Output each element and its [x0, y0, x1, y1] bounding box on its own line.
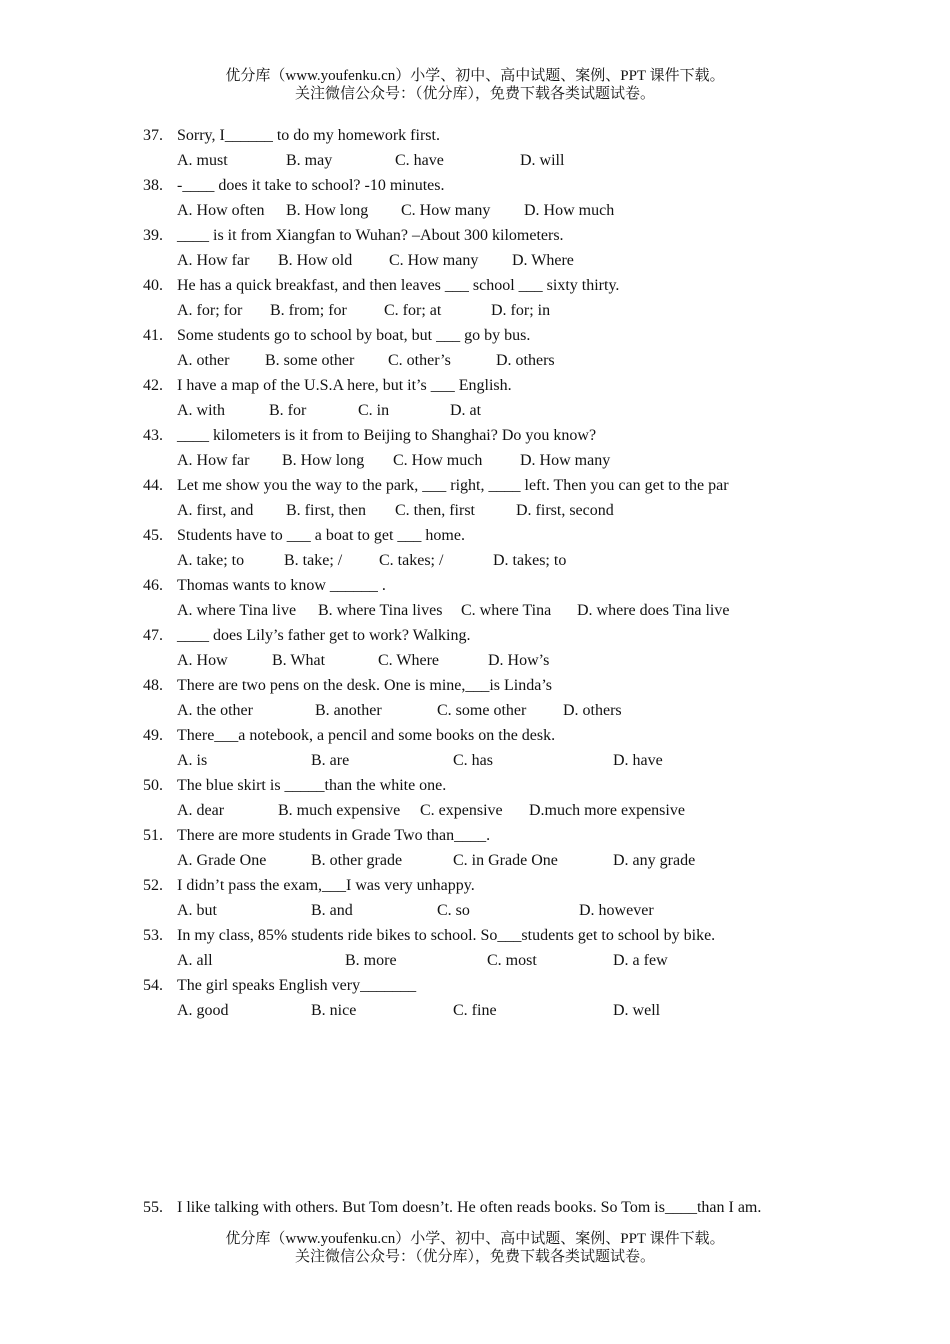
question-number: 52.	[143, 877, 163, 894]
option-c: C. expensive	[420, 802, 503, 819]
option-a: A. must	[177, 152, 228, 169]
option-a: A. other	[177, 352, 230, 369]
option-b: B. from; for	[270, 302, 347, 319]
question-number: 37.	[143, 127, 163, 144]
question-text: There are two pens on the desk. One is mine,___is Linda’s	[177, 677, 553, 694]
option-c: C. so	[437, 902, 470, 919]
question-text: The blue skirt is _____than the white one.	[177, 777, 447, 794]
header-line-1: 优分库（www.youfenku.cn）小学、初中、高中试题、案例、PPT 课件下载。	[225, 68, 725, 84]
footer-line-2: 关注微信公众号：（优分库），免费下载各类试题试卷。	[294, 1249, 655, 1265]
option-c: C. How many	[401, 202, 491, 219]
option-d: D. How’s	[488, 652, 550, 669]
option-c: C. other’s	[388, 352, 451, 369]
option-b: B. take; /	[284, 552, 343, 569]
option-c: C. has	[453, 752, 493, 769]
option-d: D. will	[520, 152, 565, 169]
option-b: B. more	[345, 952, 397, 969]
option-c: C. fine	[453, 1002, 497, 1019]
question-text: Sorry, I______ to do my homework first.	[177, 127, 440, 144]
option-b: B. another	[315, 702, 382, 719]
question-number: 42.	[143, 377, 163, 394]
option-c: C. in Grade One	[453, 852, 558, 869]
question-text: I like talking with others. But Tom doesn’t. He often reads books. So Tom is____than I am.	[177, 1199, 762, 1216]
option-d: D. takes; to	[493, 552, 567, 569]
question-text: The girl speaks English very_______	[177, 977, 417, 994]
question-text: There are more students in Grade Two than____.	[177, 827, 491, 844]
page-footer	[0, 1230, 950, 1266]
option-a: A. How far	[177, 252, 250, 269]
question-text: ____ does Lily’s father get to work? Walking.	[177, 627, 471, 644]
option-d: D. well	[613, 1002, 661, 1019]
option-b: B. where Tina lives	[318, 602, 443, 619]
option-b: B. How long	[286, 202, 369, 219]
option-a: A. where Tina live	[177, 602, 297, 619]
option-d: D.much more expensive	[529, 802, 685, 819]
option-c: C. in	[358, 402, 390, 419]
option-d: D. have	[613, 752, 663, 769]
question-number: 44.	[143, 477, 163, 494]
question-text: There___a notebook, a pencil and some books on the desk.	[177, 727, 556, 744]
question-text: ____ is it from Xiangfan to Wuhan? –About 300 kilometers.	[177, 227, 564, 244]
option-c: C. How many	[389, 252, 479, 269]
option-b: B. some other	[265, 352, 355, 369]
question-text: Thomas wants to know ______ .	[177, 577, 386, 594]
question-text: In my class, 85% students ride bikes to school. So___students get to school by bike.	[177, 927, 716, 944]
question-text: Students have to ___ a boat to get ___ home.	[177, 527, 465, 544]
option-d: D. first, second	[516, 502, 614, 519]
option-d: D. How many	[520, 452, 611, 469]
option-d: D. others	[563, 702, 622, 719]
question-number: 48.	[143, 677, 163, 694]
option-b: B. nice	[311, 1002, 357, 1019]
question-number: 41.	[143, 327, 163, 344]
question-number: 51.	[143, 827, 163, 844]
page-header	[0, 67, 950, 103]
question-text: Let me show you the way to the park, ___ right, ____ left. Then you can get to the par	[177, 477, 729, 494]
option-d: D. a few	[613, 952, 668, 969]
option-b: B. much expensive	[278, 802, 401, 819]
option-a: A. How often	[177, 202, 265, 219]
option-b: B. other grade	[311, 852, 403, 869]
option-b: B. first, then	[286, 502, 366, 519]
option-b: B. How old	[278, 252, 353, 269]
option-c: C. have	[395, 152, 444, 169]
question-text: -____ does it take to school? -10 minutes.	[177, 177, 445, 194]
option-c: C. Where	[378, 652, 440, 669]
option-c: C. then, first	[395, 502, 475, 519]
question-number: 55.	[143, 1199, 163, 1216]
option-b: B. may	[286, 152, 333, 169]
question-number: 53.	[143, 927, 163, 944]
option-d: D. at	[450, 402, 482, 419]
option-c: C. How much	[393, 452, 483, 469]
option-a: A. take; to	[177, 552, 245, 569]
option-a: A. with	[177, 402, 225, 419]
option-c: C. takes; /	[379, 552, 444, 569]
question-text: He has a quick breakfast, and then leaves ___ school ___ sixty thirty.	[177, 277, 620, 294]
question-number: 46.	[143, 577, 163, 594]
option-a: A. for; for	[177, 302, 243, 319]
question-number: 38.	[143, 177, 163, 194]
option-a: A. first, and	[177, 502, 254, 519]
option-d: D. How much	[524, 202, 615, 219]
option-a: A. How	[177, 652, 228, 669]
option-d: D. others	[496, 352, 555, 369]
option-d: D. for; in	[491, 302, 551, 319]
option-b: B. How long	[282, 452, 365, 469]
option-a: A. the other	[177, 702, 253, 719]
question-text: I didn’t pass the exam,___I was very unhappy.	[177, 877, 475, 894]
option-a: A. dear	[177, 802, 225, 819]
question-number: 39.	[143, 227, 163, 244]
question-number: 50.	[143, 777, 163, 794]
option-c: C. some other	[437, 702, 527, 719]
option-d: D. Where	[512, 252, 574, 269]
option-a: A. but	[177, 902, 217, 919]
question-number: 47.	[143, 627, 163, 644]
option-d: D. however	[579, 902, 654, 919]
option-b: B. are	[311, 752, 350, 769]
question-text: ____ kilometers is it from to Beijing to Shanghai? Do you know?	[177, 427, 597, 444]
header-line-2: 关注微信公众号：（优分库），免费下载各类试题试卷。	[294, 86, 655, 102]
footer-line-1: 优分库（www.youfenku.cn）小学、初中、高中试题、案例、PPT 课件下载。	[225, 1231, 725, 1247]
option-a: A. How far	[177, 452, 250, 469]
question-number: 45.	[143, 527, 163, 544]
question-text: I have a map of the U.S.A here, but it’s ___ English.	[177, 377, 512, 394]
option-b: B. and	[311, 902, 353, 919]
option-b: B. for	[269, 402, 307, 419]
question-number: 54.	[143, 977, 163, 994]
question-number: 49.	[143, 727, 163, 744]
option-c: C. most	[487, 952, 537, 969]
option-a: A. all	[177, 952, 213, 969]
option-c: C. where Tina	[461, 602, 552, 619]
option-a: A. is	[177, 752, 208, 769]
option-a: A. good	[177, 1002, 229, 1019]
option-d: D. where does Tina live	[577, 602, 730, 619]
option-d: D. any grade	[613, 852, 696, 869]
option-c: C. for; at	[384, 302, 442, 319]
question-text: Some students go to school by boat, but ___ go by bus.	[177, 327, 531, 344]
option-a: A. Grade One	[177, 852, 267, 869]
question-number: 43.	[143, 427, 163, 444]
option-b: B. What	[272, 652, 326, 669]
question-number: 40.	[143, 277, 163, 294]
